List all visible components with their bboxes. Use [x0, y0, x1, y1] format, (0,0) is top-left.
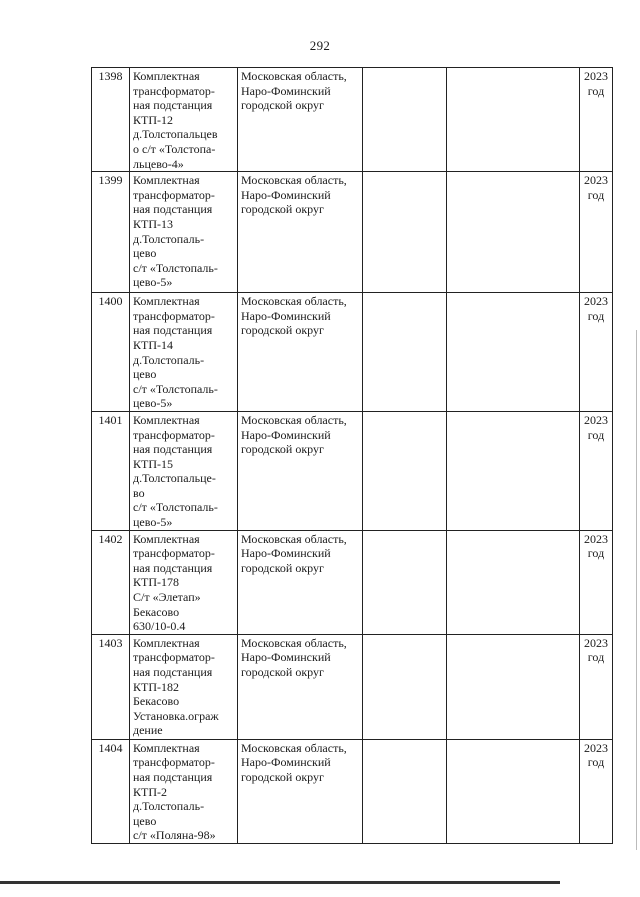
empty-cell: [447, 293, 580, 412]
object-name-cell: Комплектная трансформатор- ная подстанция КТП-182 Бекасово Установка.ограж дение: [130, 634, 238, 739]
table-row: [92, 411, 613, 530]
empty-cell: [363, 634, 447, 739]
object-name-cell: Комплектная трансформатор- ная подстанция КТП-13 д.Толстопаль- цево с/т «Толстопаль- цево-5»: [130, 172, 238, 293]
empty-cell: [363, 293, 447, 412]
empty-cell: [447, 530, 580, 634]
year-cell: 2023 год: [580, 68, 613, 172]
object-name-cell: Комплектная трансформатор- ная подстанция КТП-178 С/т «Элетап» Бекасово 630/10-0.4: [130, 530, 238, 634]
year-cell: 2023 год: [580, 411, 613, 530]
location-cell: Московская область, Наро-Фоминский городской округ: [238, 172, 363, 293]
location-cell: Московская область, Наро-Фоминский городской округ: [238, 411, 363, 530]
empty-cell: [447, 411, 580, 530]
registry-table: [91, 67, 613, 844]
empty-cell: [447, 739, 580, 843]
object-name-cell: Комплектная трансформатор- ная подстанция КТП-12 д.Толстопальцев о с/т «Толстопа- льцево-4»: [130, 68, 238, 172]
location-cell: Московская область, Наро-Фоминский городской округ: [238, 739, 363, 843]
page-number: 292: [309, 38, 331, 53]
empty-cell: [363, 68, 447, 172]
year-cell: 2023 год: [580, 293, 613, 412]
empty-cell: [447, 172, 580, 293]
row-number-cell: 1400: [92, 293, 130, 412]
row-number-cell: 1402: [92, 530, 130, 634]
table-row: [92, 739, 613, 843]
table-row: [92, 293, 613, 412]
location-cell: Московская область, Наро-Фоминский городской округ: [238, 530, 363, 634]
object-name-cell: Комплектная трансформатор- ная подстанция КТП-2 д.Толстопаль- цево с/т «Поляна-98»: [130, 739, 238, 843]
table-row: [92, 530, 613, 634]
bottom-scan-border: [0, 881, 560, 884]
location-cell: Московская область, Наро-Фоминский городской округ: [238, 293, 363, 412]
row-number-cell: 1399: [92, 172, 130, 293]
row-number-cell: 1401: [92, 411, 130, 530]
empty-cell: [447, 634, 580, 739]
empty-cell: [447, 68, 580, 172]
row-number-cell: 1398: [92, 68, 130, 172]
empty-cell: [363, 411, 447, 530]
year-cell: 2023 год: [580, 634, 613, 739]
row-number-cell: 1404: [92, 739, 130, 843]
year-cell: 2023 год: [580, 739, 613, 843]
table-row: [92, 172, 613, 293]
object-name-cell: Комплектная трансформатор- ная подстанция КТП-14 д.Толстопаль- цево с/т «Толстопаль- цево-5»: [130, 293, 238, 412]
location-cell: Московская область, Наро-Фоминский городской округ: [238, 634, 363, 739]
empty-cell: [363, 739, 447, 843]
empty-cell: [363, 530, 447, 634]
empty-cell: [363, 172, 447, 293]
table-row: [92, 68, 613, 172]
location-cell: Московская область, Наро-Фоминский городской округ: [238, 68, 363, 172]
right-scan-edge: [636, 330, 637, 850]
table-row: [92, 634, 613, 739]
object-name-cell: Комплектная трансформатор- ная подстанция КТП-15 д.Толстопальце- во с/т «Толстопаль- цево-5»: [130, 411, 238, 530]
year-cell: 2023 год: [580, 172, 613, 293]
year-cell: 2023 год: [580, 530, 613, 634]
row-number-cell: 1403: [92, 634, 130, 739]
